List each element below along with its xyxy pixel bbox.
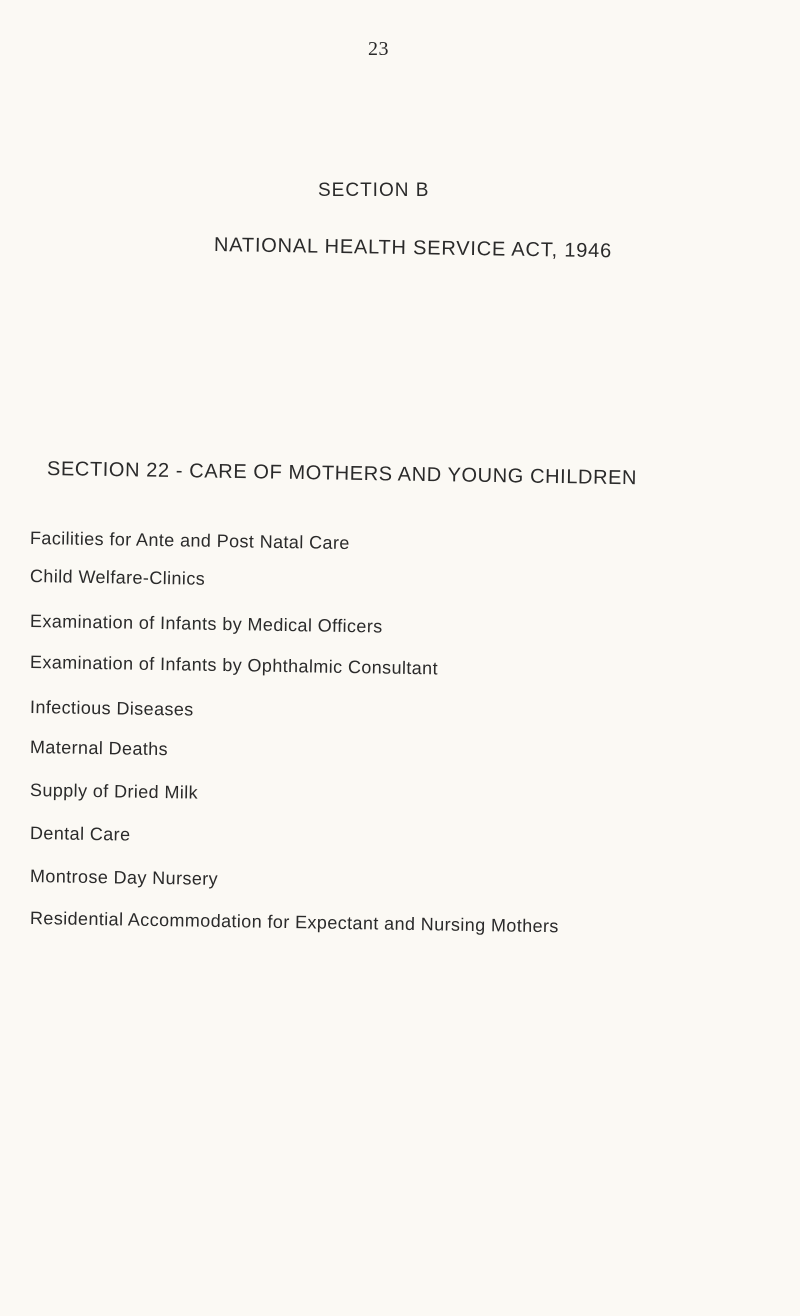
list-item: Infectious Diseases [29,697,194,720]
list-item: Montrose Day Nursery [29,866,219,889]
list-item: Residential Accommodation for Expectant and Nursing Mothers [29,908,559,937]
list-item: Examination of Infants by Medical Officers [29,611,383,637]
section-heading: SECTION B [318,180,430,201]
act-title: NATIONAL HEALTH SERVICE ACT, 1946 [213,234,613,263]
subsection-title: SECTION 22 - CARE OF MOTHERS AND YOUNG CHILDREN [46,458,638,490]
list-item: Child Welfare-Clinics [29,566,206,589]
list-item: Facilities for Ante and Post Natal Care [29,528,350,554]
list-item: Dental Care [29,823,131,845]
list-item: Examination of Infants by Ophthalmic Consultant [29,652,439,679]
list-item: Maternal Deaths [29,737,169,760]
page-number: 23 [368,38,389,60]
list-item: Supply of Dried Milk [29,780,199,803]
